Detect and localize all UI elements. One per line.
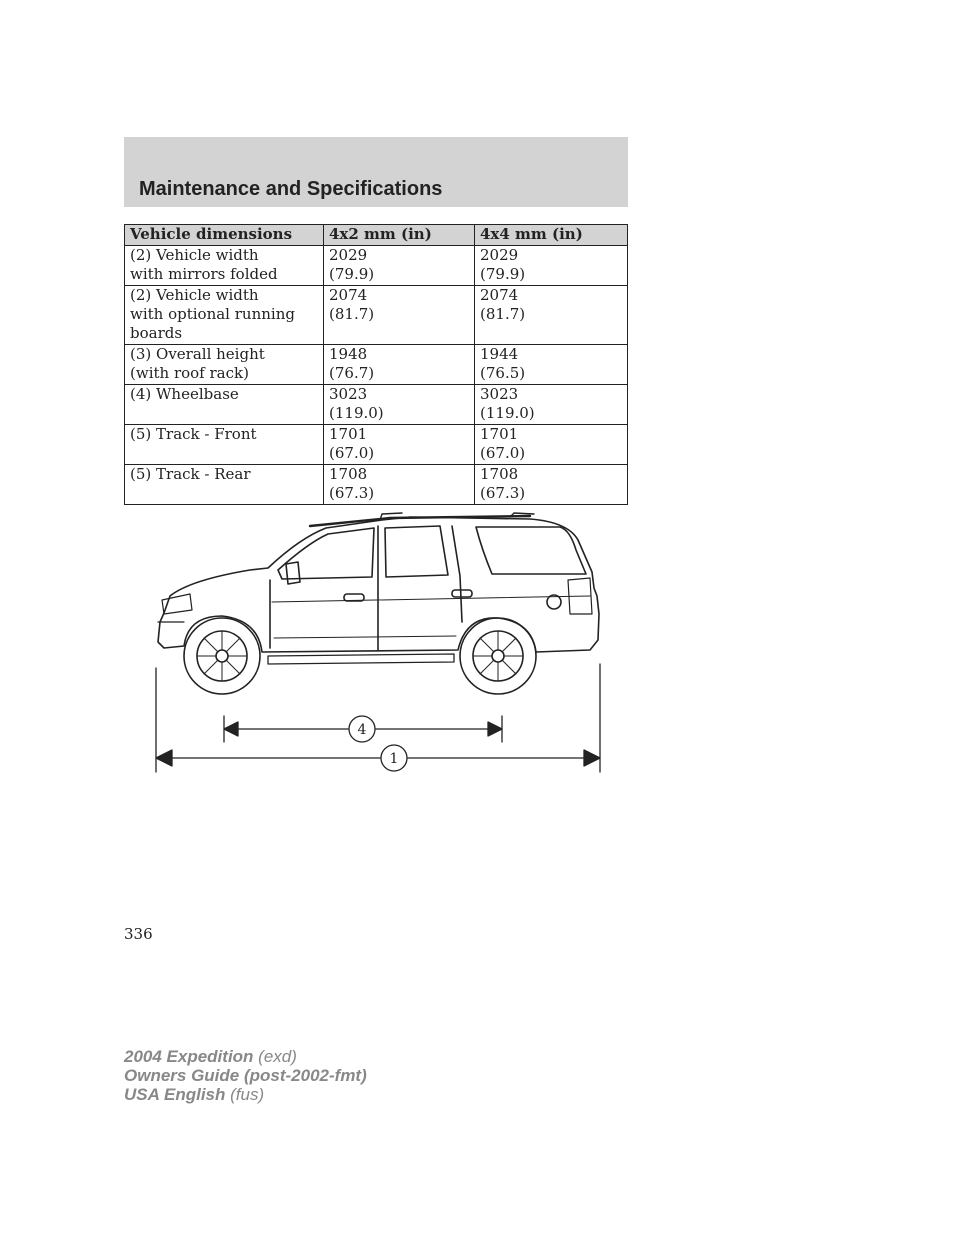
footer-line-model xyxy=(124,1047,367,1066)
footer-model-code: (exd) xyxy=(253,1047,297,1066)
callout-1 xyxy=(381,745,407,771)
value-4x4-cell: 2029 (79.9) xyxy=(475,246,628,286)
dimension-label-cell: (4) Wheelbase xyxy=(125,385,324,425)
value-4x4-cell: 3023 (119.0) xyxy=(475,385,628,425)
value-4x4-cell: 1701 (67.0) xyxy=(475,425,628,465)
value-4x2-cell: 1948 (76.7) xyxy=(324,345,475,385)
document-footer xyxy=(124,1047,367,1104)
value-4x2-cell: 1701 (67.0) xyxy=(324,425,475,465)
vehicle-side-view-diagram xyxy=(150,510,610,780)
table-row xyxy=(125,425,628,465)
section-header-band xyxy=(124,137,628,207)
value-4x2-cell: 2074 (81.7) xyxy=(324,286,475,345)
section-title: Maintenance and Specifications xyxy=(139,178,443,200)
dimension-label-cell: (5) Track - Rear xyxy=(125,465,324,505)
value-4x4-cell: 1708 (67.3) xyxy=(475,465,628,505)
table-row xyxy=(125,465,628,505)
dimension-label-cell: (2) Vehicle width with optional running boards xyxy=(125,286,324,345)
footer-guide: Owners Guide (post-2002-fmt) xyxy=(124,1066,367,1085)
column-header: 4x2 mm (in) xyxy=(324,225,475,246)
table-row xyxy=(125,345,628,385)
length-callout-label: 1 xyxy=(389,751,399,767)
value-4x2-cell: 1708 (67.3) xyxy=(324,465,475,505)
table-header-row xyxy=(125,225,628,246)
callout-4 xyxy=(349,716,375,742)
dimension-label-cell: (5) Track - Front xyxy=(125,425,324,465)
table-row xyxy=(125,286,628,345)
footer-model: 2004 Expedition xyxy=(124,1047,254,1066)
footer-line-language xyxy=(124,1085,367,1104)
footer-language-code: (fus) xyxy=(225,1085,265,1104)
column-header: Vehicle dimensions xyxy=(125,225,324,246)
value-4x2-cell: 2029 (79.9) xyxy=(324,246,475,286)
table-row xyxy=(125,246,628,286)
suv-illustration xyxy=(158,513,599,694)
footer-line-guide xyxy=(124,1066,367,1085)
table-row xyxy=(125,385,628,425)
footer-language: USA English xyxy=(124,1085,226,1104)
dimension-label-cell: (3) Overall height (with roof rack) xyxy=(125,345,324,385)
column-header: 4x4 mm (in) xyxy=(475,225,628,246)
wheelbase-callout-label: 4 xyxy=(357,722,367,738)
value-4x2-cell: 3023 (119.0) xyxy=(324,385,475,425)
value-4x4-cell: 2074 (81.7) xyxy=(475,286,628,345)
page-number: 336 xyxy=(124,925,153,943)
value-4x4-cell: 1944 (76.5) xyxy=(475,345,628,385)
vehicle-dimensions-table xyxy=(124,224,628,505)
dimension-label-cell: (2) Vehicle width with mirrors folded xyxy=(125,246,324,286)
